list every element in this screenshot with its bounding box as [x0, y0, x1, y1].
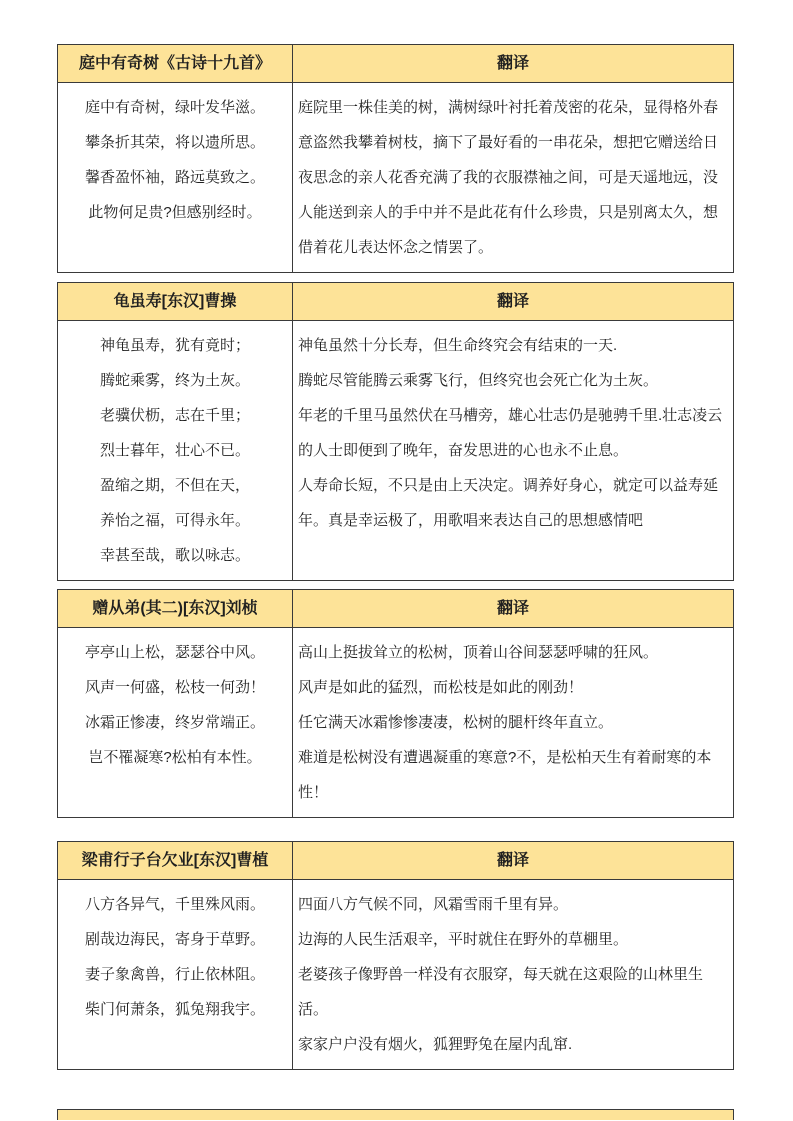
table-header-row [58, 45, 733, 83]
translation-paragraph: 年老的千里马虽然伏在马槽旁，雄心壮志仍是驰骋千里.壮志凌云的人士即便到了晚年，奋发思进的心也永不止息。 [298, 407, 723, 459]
poem-table-guisuishou [57, 282, 734, 581]
translation-paragraph: 风声是如此的猛烈，而松枝是如此的刚劲！ [298, 679, 584, 696]
table-body-row [58, 83, 733, 272]
table-body-row [58, 321, 733, 580]
poem-text-cell [58, 321, 293, 580]
poem-text-cell [58, 880, 293, 1069]
poem-line: 岂不罹凝寒?松柏有本性。 [88, 749, 262, 766]
table-header-row [58, 283, 733, 321]
translation-column-header: 翻译 [496, 293, 529, 310]
translation-text-cell [293, 628, 733, 817]
poem-line: 攀条折其荣，将以遗所思。 [84, 134, 265, 151]
poem-line: 八方各异气，千里殊风雨。 [84, 896, 265, 913]
table-header-row [58, 842, 733, 880]
poem-text-cell [58, 628, 293, 817]
translation-paragraph: 庭院里一株佳美的树，满树绿叶衬托着茂密的花朵，显得格外春意盗然我攀着树枝，摘下了最好看的一串花朵，想把它赠送给日夜思念的亲人花香充满了我的衣服襟袖之间，可是天遥地远，没人能送到亲人的手中并不是此花有什么珍贵，只是别离太久，想借着花儿表达怀念之情罢了。 [298, 99, 719, 256]
translation-paragraph: 任它满天冰霜惨惨凄凄，松树的腿杆终年直立。 [298, 714, 614, 731]
partial-next-table-header [57, 1109, 734, 1120]
translation-column-header: 翻译 [496, 852, 529, 869]
poem-title: 赠从弟(其二)[东汉]刘桢 [58, 590, 293, 627]
translation-column-header: 翻译 [496, 600, 529, 617]
table-body-row [58, 628, 733, 817]
poem-table-tingzhongyouqishu [57, 44, 734, 273]
poem-line: 老骥伏枥，志在千里； [99, 407, 250, 424]
poem-line: 庭中有奇树，绿叶发华滋。 [84, 99, 265, 116]
poem-line: 盈缩之期，不但在天， [99, 477, 250, 494]
table-body-row [58, 880, 733, 1069]
poem-table-zengcongdi [57, 589, 734, 818]
poem-title: 龟虽寿[东汉]曹操 [58, 283, 293, 320]
translation-paragraph: 人寿命长短，不只是由上天决定。调养好身心，就定可以益寿延年。真是幸运极了，用歌唱来表达自己的思想感情吧 [298, 477, 719, 529]
poem-line: 风声一何盛，松枝一何劲！ [84, 679, 265, 696]
poem-text-cell [58, 83, 293, 272]
translation-paragraph: 四面八方气候不同，风霜雪雨千里有异。 [298, 896, 569, 913]
poem-line: 此物何足贵?但感别经时。 [88, 204, 262, 221]
poem-table-liangfuxing [57, 841, 734, 1070]
translation-paragraph: 家家户户没有烟火，狐狸野兔在屋内乱窜. [298, 1036, 573, 1053]
poem-line: 冰霜正惨凄，终岁常端正。 [84, 714, 265, 731]
poem-line: 妻子象禽兽，行止依林阻。 [84, 966, 265, 983]
poem-line: 烈士暮年，壮心不已。 [99, 442, 250, 459]
translation-text-cell [293, 321, 733, 580]
translation-paragraph: 高山上挺拔耸立的松树，顶着山谷间瑟瑟呼啸的狂风。 [298, 644, 659, 661]
translation-paragraph: 边海的人民生活艰辛，平时就住在野外的草棚里。 [298, 931, 629, 948]
poem-line: 柴门何萧条，狐兔翔我宇。 [84, 1001, 265, 1018]
poem-line: 幸甚至哉，歌以咏志。 [99, 547, 250, 564]
poem-line: 神龟虽寿，犹有竟时； [99, 337, 250, 354]
poem-title: 梁甫行子台欠业[东汉]曹植 [58, 842, 293, 879]
translation-text-cell [293, 83, 733, 272]
translation-paragraph: 神龟虽然十分长寿，但生命终究会有结束的一天. [298, 337, 618, 354]
translation-column-header: 翻译 [496, 55, 529, 72]
poem-line: 腾蛇乘雾，终为土灰。 [99, 372, 250, 389]
poem-line: 馨香盈怀袖，路远莫致之。 [84, 169, 265, 186]
translation-paragraph: 难道是松树没有遭遇凝重的寒意?不，是松柏天生有着耐寒的本性！ [298, 749, 712, 801]
poem-line: 亭亭山上松，瑟瑟谷中风。 [84, 644, 265, 661]
translation-paragraph: 老婆孩子像野兽一样没有衣服穿，每天就在这艰险的山林里生活。 [298, 966, 704, 1018]
poem-title: 庭中有奇树《古诗十九首》 [58, 45, 293, 82]
table-header-row [58, 590, 733, 628]
poem-line: 养怡之福，可得永年。 [99, 512, 250, 529]
translation-paragraph: 腾蛇尽管能腾云乘雾飞行，但终究也会死亡化为土灰。 [298, 372, 659, 389]
translation-text-cell [293, 880, 733, 1069]
poem-line: 剧哉边海民，寄身于草野。 [84, 931, 265, 948]
